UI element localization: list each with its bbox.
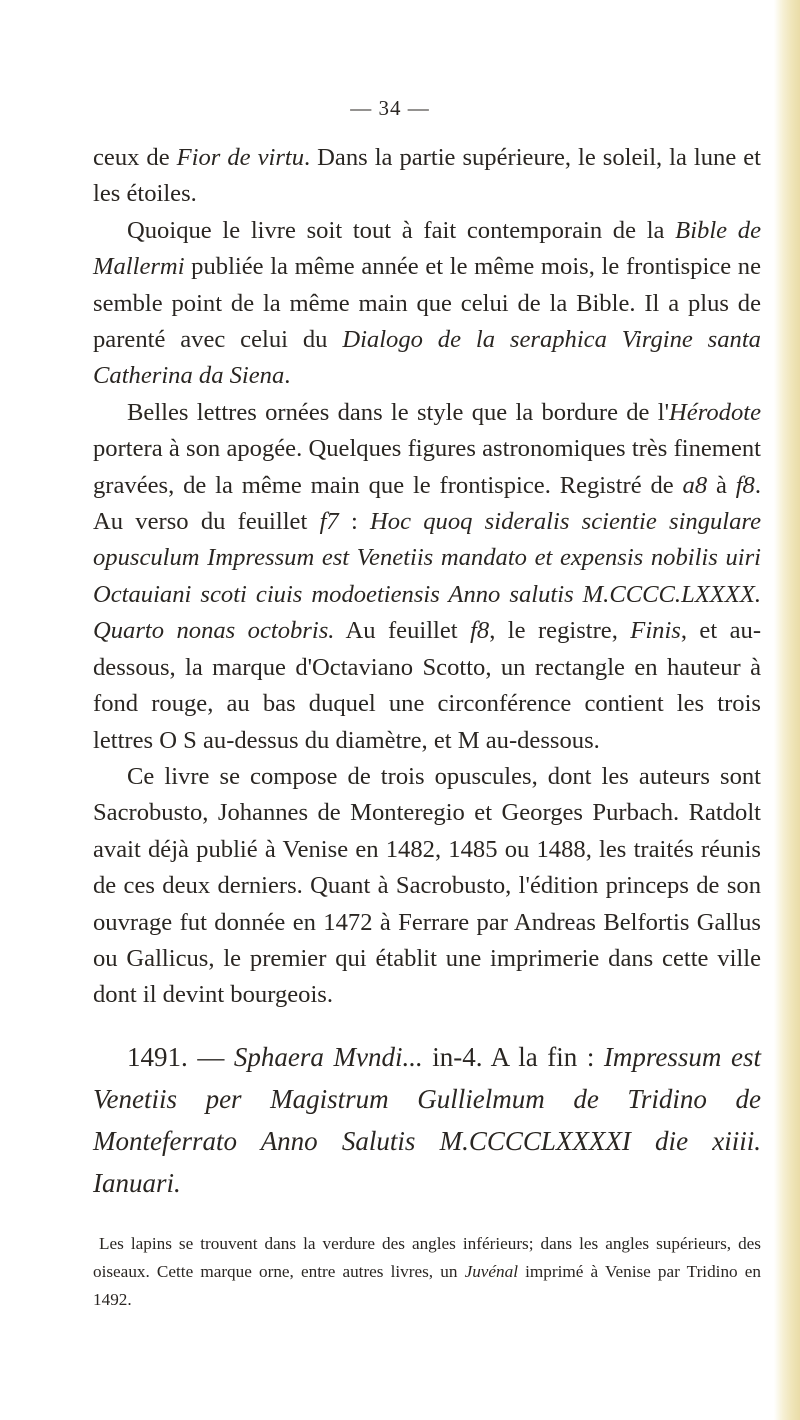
- paragraph-opuscules: Ce livre se compose de trois opuscules, dont les auteurs sont Sacrobusto, Johannes de Monteregio et Georges Purbach. Ratdolt avait déjà publié à Venise en 1482, 1485 ou 1488, les traités réunis de ces deux derniers. Quant à Sacrobusto, l'édition princeps de son ouvrage fut donnée en 1472 à Ferrare par Andreas Belfortis Gallus ou Gallicus, le premier qui établit une imprimerie dans cette ville dont il devint bourgeois.: [93, 762, 761, 1009]
- title-sphaera-mvndi: Sphaera Mvndi...: [233, 1041, 423, 1072]
- finis-word: Finis: [630, 617, 681, 645]
- page-edge-shading: [774, 0, 800, 1420]
- title-juvenal: Juvénal: [464, 1261, 519, 1281]
- page-number: — 34 —: [350, 96, 430, 120]
- text-run: , et au-dessous, la marque d'Octaviano Scotto, un rectangle en hauteur à fond rouge, au bas duquel une circonférence contient les trois lettres O S au-dessus du diamètre, et M au-dessous.: [93, 617, 762, 754]
- colophon-quote-1491: Impressum est Venetiis per Magistrum Gullielmum de Tridino de Monteferrato Anno Salutis M.CCCCLXXXXI die xiiii. Ianuari.: [93, 1041, 761, 1198]
- text-run: Quoique le livre soit tout à fait contemporain de la: [127, 216, 676, 244]
- signature-a8: a8: [682, 471, 708, 499]
- title-herodote: Hérodote: [669, 398, 761, 426]
- paragraph-belles-lettres: [93, 395, 761, 759]
- text-run: Belles lettres ornées dans le style que la bordure de l': [127, 398, 670, 426]
- footnote: [93, 1230, 761, 1314]
- signature-f8: f8: [735, 471, 755, 499]
- text-run: . Au verso du feuillet: [93, 471, 761, 536]
- title-dialogo: Dialogo de la seraphica Virgine santa Catherina da Siena: [93, 326, 761, 390]
- text-run: imprimé à Venise par Tridino en 1492.: [93, 1261, 761, 1309]
- paragraph-fior-de-virtu: [93, 140, 761, 213]
- text-run: Les lapins se trouvent dans la verdure des angles inférieurs; dans les angles supérieurs, des oiseaux. Cette marque orne, entre autres livres, un: [93, 1233, 761, 1281]
- title-bible-de-mallermi: Bible de Mallermi: [93, 216, 761, 281]
- text-run: .: [284, 362, 291, 390]
- signature-f8-2: f8: [470, 617, 490, 645]
- text-run: in-4. A la fin :: [422, 1041, 604, 1072]
- title-fior-de-virtu: Fior de virtu: [176, 144, 305, 171]
- entry-year: 1491. —: [127, 1041, 234, 1072]
- text-run: publiée la même année et le même mois, le frontispice ne semble point de la même main que celui de la Bible. Il a plus de parenté avec celui du: [93, 253, 761, 354]
- text-run: . Dans la partie supérieure, le soleil, la lune et les étoiles.: [93, 144, 762, 208]
- entry-1491: [93, 1036, 761, 1204]
- text-run: , le registre,: [489, 617, 631, 645]
- text-run: Au feuillet: [334, 617, 471, 645]
- signature-f7: f7: [319, 508, 339, 536]
- text-run: :: [338, 508, 371, 536]
- text-body: [93, 140, 761, 1314]
- text-run: ceux de: [93, 144, 177, 171]
- colophon-quote: Hoc quoq sideralis scientie singulare opusculum Impressum est Venetiis mandato et expensis nobilis uiri Octauiani scoti ciuis modoetiensis Anno salutis M.CCCC.LXXXX. Quarto nonas octobris.: [93, 508, 762, 645]
- paragraph-frontispice: [93, 213, 761, 395]
- text-run: à: [707, 471, 736, 499]
- text-run: portera à son apogée. Quelques figures astronomiques très finement gravées, de la même main que le frontispice. Registré de: [93, 435, 761, 499]
